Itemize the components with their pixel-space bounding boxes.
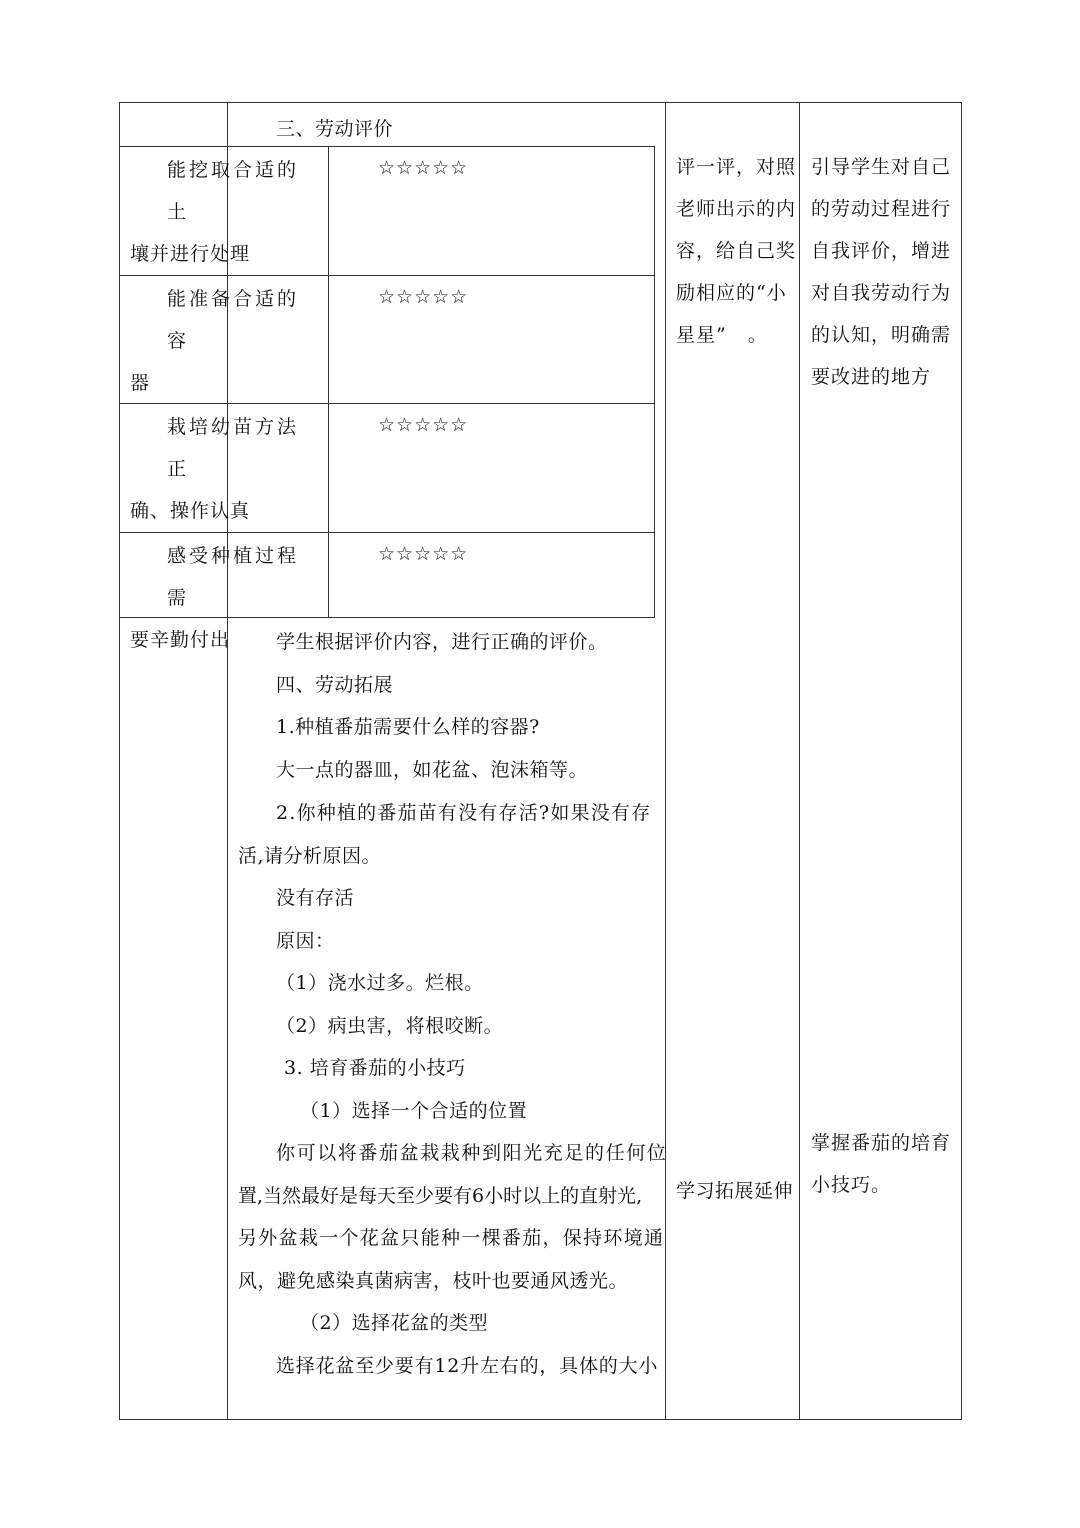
star-rating: ☆☆☆☆☆ [378, 543, 469, 565]
column-divider-2 [665, 103, 666, 1419]
question-2-line1: 2.你种植的番茄苗有没有存活?如果没有存 [276, 802, 652, 824]
star-rating: ☆☆☆☆☆ [378, 157, 469, 179]
tip-1-line: 你可以将番茄盆栽栽种到阳光充足的任何位 [276, 1142, 668, 1164]
reason-1: （1）浇水过多。烂根。 [276, 972, 484, 994]
question-1: 1.种植番茄需要什么样的容器? [276, 716, 540, 738]
star-rating: ☆☆☆☆☆ [378, 414, 469, 436]
tip-1-title: （1）选择一个合适的位置 [300, 1100, 528, 1122]
eval-row [120, 276, 654, 404]
eval-criterion-line1: 栽培幼苗方法正 [167, 416, 300, 480]
design-intent-line: 的认知，明确需 [811, 324, 952, 346]
student-activity-line: 星星” 。 [676, 324, 768, 346]
tip-2-title: （2）选择花盆的类型 [300, 1312, 489, 1334]
student-activity-line: 容，给自己奖 [676, 240, 797, 262]
tip-1-line: 另外盆栽一个花盆只能种一棵番茄，保持环境通 [238, 1227, 665, 1249]
answer-2: 没有存活 [276, 887, 355, 909]
eval-divider [328, 533, 329, 617]
eval-criterion-line2: 壤并进行处理 [130, 243, 251, 265]
question-2-line2: 活,请分析原因。 [238, 845, 382, 867]
reason-2: （2）病虫害，将根咬断。 [276, 1015, 504, 1037]
student-activity-extend: 学习拓展延伸 [676, 1180, 794, 1202]
eval-note: 学生根据评价内容，进行正确的评价。 [276, 631, 608, 653]
eval-criterion [130, 149, 320, 275]
eval-row [120, 147, 654, 276]
tips-title: 3. 培育番茄的小技巧 [284, 1057, 466, 1079]
eval-divider [328, 404, 329, 532]
eval-criterion-line1: 感受种植过程需 [167, 545, 300, 609]
section-eval-title: 三、劳动评价 [276, 118, 394, 140]
design-intent-line: 掌握番茄的培育 [811, 1132, 952, 1154]
student-activity-eval [676, 146, 796, 356]
design-intent-eval [811, 146, 951, 398]
eval-criterion-line2: 器 [130, 372, 151, 394]
design-intent-line: 引导学生对自己 [811, 156, 952, 178]
eval-criterion-line2: 确、操作认真 [130, 500, 251, 522]
eval-criterion-line1: 能准备合适的容 [167, 288, 300, 352]
eval-criterion [130, 406, 320, 532]
star-rating: ☆☆☆☆☆ [378, 286, 469, 308]
tip-1-line: 风，避免感染真菌病害，枝叶也要通风透光。 [238, 1270, 629, 1292]
answer-1: 大一点的器皿，如花盆、泡沫箱等。 [276, 759, 589, 781]
student-activity-line: 评一评，对照 [676, 156, 797, 178]
design-intent-line: 对自我劳动行为 [811, 282, 952, 304]
section-extend-title: 四、劳动拓展 [276, 674, 394, 696]
student-activity-line: 老师出示的内 [676, 198, 797, 220]
eval-criterion [130, 278, 320, 404]
student-activity-line: 励相应的“小 [676, 282, 787, 304]
reason-label: 原因： [276, 930, 335, 952]
column-divider-3 [799, 103, 800, 1419]
tip-1-line: 置,当然最好是每天至少要有6小时以上的直射光, [238, 1185, 643, 1207]
eval-criterion-line2: 要辛勤付出 [130, 629, 231, 651]
design-intent-line: 自我评价，增进 [811, 240, 952, 262]
tip-2-line: 选择花盆至少要有12升左右的，具体的大小 [276, 1355, 659, 1377]
eval-divider [328, 147, 329, 275]
eval-row [120, 404, 654, 533]
design-intent-line: 要改进的地方 [811, 366, 932, 388]
eval-divider [328, 276, 329, 403]
eval-criterion-line1: 能挖取合适的土 [167, 159, 300, 223]
design-intent-line: 小技巧。 [811, 1174, 892, 1196]
design-intent-line: 的劳动过程进行 [811, 198, 952, 220]
design-intent-extend [811, 1122, 951, 1206]
